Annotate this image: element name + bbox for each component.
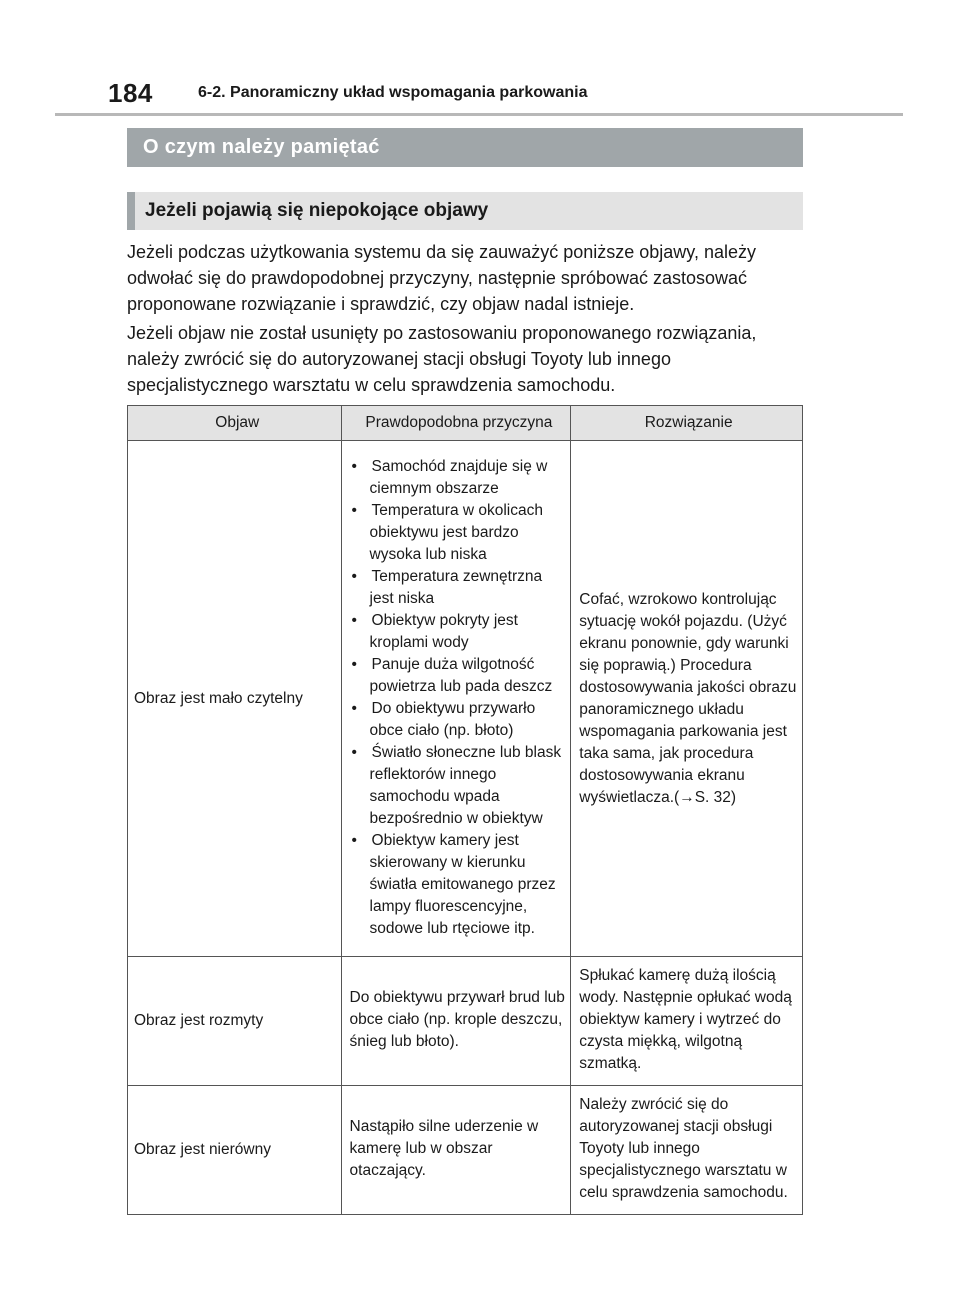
header-cause: Prawdopodobna przyczyna — [341, 406, 571, 441]
list-item: • Panuje duża wilgotność powietrza lub pada deszcz — [350, 654, 569, 698]
section-heading: O czym należy pamiętać — [143, 136, 380, 158]
list-item: • Samochód znajduje się w ciemnym obszarze — [350, 456, 569, 500]
solution-text: Spłukać kamerę dużą ilością wody. Następnie opłukać wodą obiektyw kamery i wytrzeć do czysta miękką, wilgotną szmatką. — [579, 967, 792, 1072]
symptom-cell: Obraz jest mało czytelny — [128, 441, 342, 957]
section-heading-band — [127, 128, 803, 167]
cause-list — [350, 448, 569, 950]
list-item: • Światło słoneczne lub blask reflektorów innego samochodu wpada bezpośrednio w obiektyw — [350, 742, 569, 830]
list-item: • Do obiektywu przywarło obce ciało (np. błoto) — [350, 698, 569, 742]
table-row — [128, 1086, 803, 1215]
symptom-cell: Obraz jest nierówny — [128, 1086, 342, 1215]
section-title: 6-2. Panoramiczny układ wspomagania parkowania — [198, 84, 588, 101]
cause-text: Do obiektywu przywarł brud lub obce ciało (np. krople deszczu, śnieg lub błoto). — [349, 989, 565, 1050]
table-row — [128, 957, 803, 1086]
subsection-heading-band — [127, 192, 803, 230]
page-number: 184 — [108, 78, 153, 108]
header-solution: Rozwiązanie — [571, 406, 803, 441]
solution-text: Należy zwrócić się do autoryzowanej stacji obsługi Toyoty lub innego specjalistycznego warsztatu w celu sprawdzenia samochodu. — [579, 1096, 788, 1201]
solution-cell: Cofać, wzrokowo kontrolując sytuację wokół pojazdu. (Użyć ekranu ponownie, gdy warunki się poprawią.) Procedura dostosowywania jakości obrazu panoramicznego układu wspomagania parkowania jest taka sama, jak procedura dostosowywania ekranu wyświetlacza.(→S. 32) — [571, 441, 803, 957]
list-item: • Temperatura zewnętrzna jest niska — [350, 566, 569, 610]
intro-paragraph: Jeżeli podczas użytkowania systemu da się zauważyć poniższe objawy, należy odwołać się do prawdopodobnej przyczyny, następnie spróbować zastosować proponowane rozwiązanie i sprawdzić, czy objaw nadal istnieje. — [127, 242, 756, 314]
cause-cell — [341, 1086, 571, 1215]
cause-text: Nastąpiło silne uderzenie w kamerę lub w obszar otaczający. — [349, 1118, 539, 1179]
solution-cell — [571, 957, 803, 1086]
subsection-heading: Jeżeli pojawią się niepokojące objawy — [145, 200, 489, 221]
list-item: • Obiektyw pokryty jest kroplami wody — [350, 610, 569, 654]
cause-cell — [341, 957, 571, 1086]
header-symptom: Objaw — [128, 406, 342, 441]
heading-accent-bar — [127, 192, 135, 230]
header-divider — [55, 113, 903, 116]
solution-cell — [571, 1086, 803, 1215]
troubleshooting-table — [127, 405, 803, 1215]
list-item: • Temperatura w okolicach obiektywu jest bardzo wysoka lub niska — [350, 500, 569, 566]
followup-paragraph: Jeżeli objaw nie został usunięty po zastosowaniu proponowanego rozwiązania, należy zwrócić się do autoryzowanej stacji obsługi Toyoty lub innego specjalistycznego warsztatu w celu sprawdzenia samochodu. — [127, 323, 757, 395]
symptom-cell: Obraz jest rozmyty — [128, 957, 342, 1086]
cause-cell — [341, 441, 571, 957]
table-header-row — [128, 406, 803, 441]
list-item: • Obiektyw kamery jest skierowany w kierunku światła emitowanego przez lampy fluorescencyjne, sodowe lub rtęciowe itp. — [350, 830, 569, 940]
table-row — [128, 441, 803, 957]
